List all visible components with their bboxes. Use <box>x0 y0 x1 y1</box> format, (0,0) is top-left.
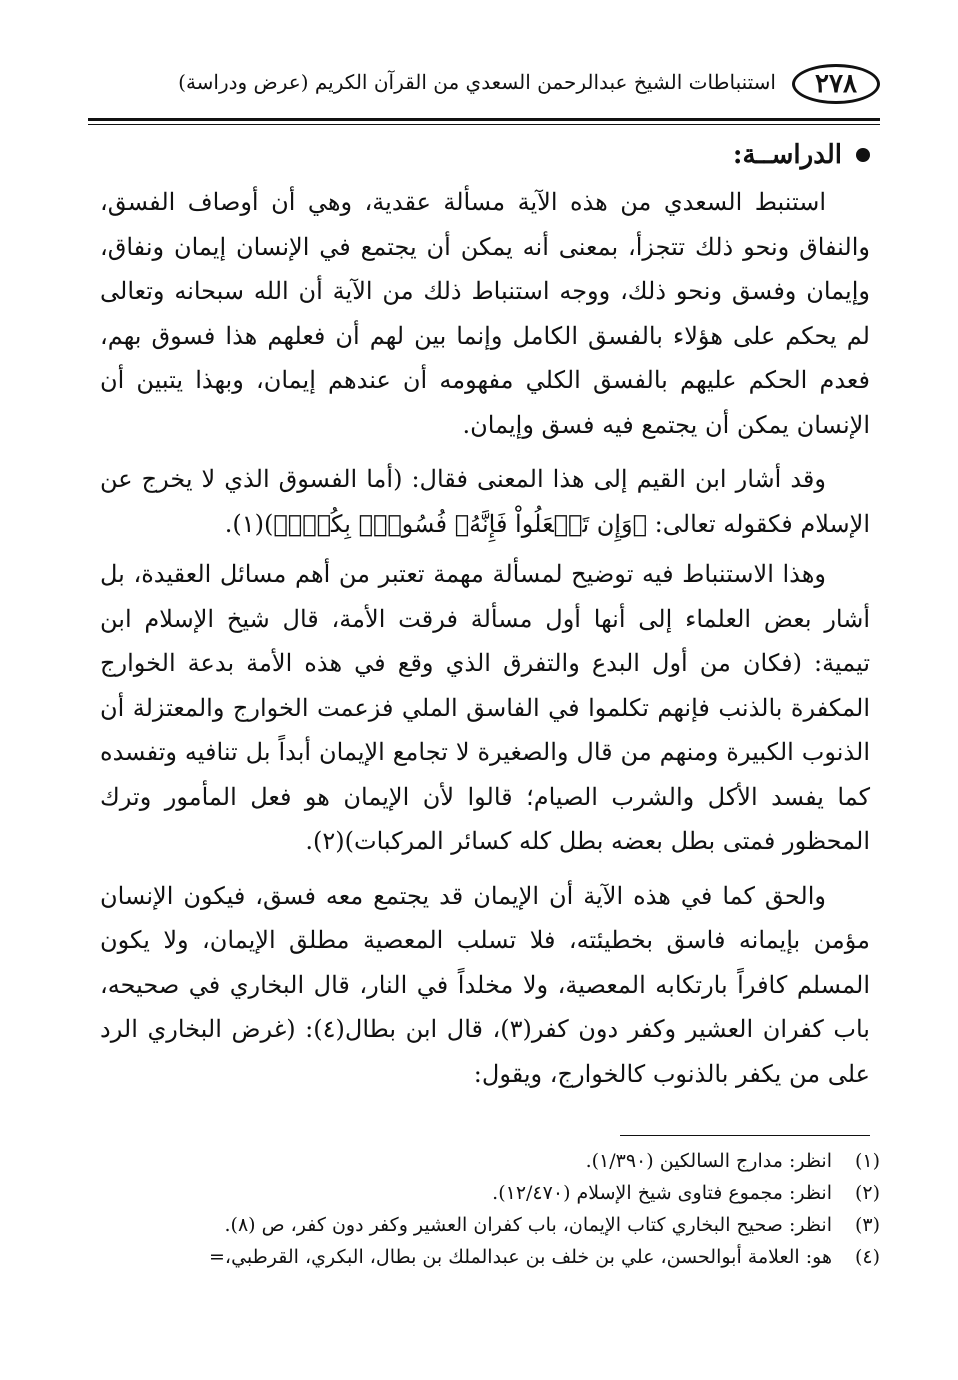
footnote-item <box>100 1145 880 1177</box>
footnote-item <box>100 1209 880 1241</box>
footnote-number: (١) <box>854 1150 880 1172</box>
footnotes <box>100 1145 880 1273</box>
header-rule-thin <box>88 124 880 125</box>
header-rule-thick <box>88 118 880 121</box>
footnote-number: (٢) <box>854 1182 880 1204</box>
paragraph-4: والحق كما في هذه الآية أن الإيمان قد يجتمع معه فسق، فيكون الإنسان مؤمن بإيمانه فاسق بخطيئته، فلا تسلب المعصية مطلق الإيمان، ولا يكون المسلم كافراً بارتكابه المعصية، ولا مخلداً في النار، قال البخاري في صحيحه، باب كفران العشير وكفر دون كفر(٣)، قال ابن بطال(٤): (غرض البخاري الرد على من يكفر بالذنوب كالخوارج، ويقول: <box>100 881 870 1088</box>
running-title: استنباطات الشيخ عبدالرحمن السعدي من القرآن الكريم (عرض ودراسة) <box>178 70 776 94</box>
section-heading <box>100 140 870 170</box>
paragraph-2: وقد أشار ابن القيم إلى هذا المعنى فقال: (أما الفسوق الذي لا يخرج عن الإسلام فكقوله تعالى: ﴿وَإِن تَفۡعَلُواْ فَإِنَّهُۥ فُسُوقُۢ بِكُمۡۗ﴾)(١). <box>100 465 870 538</box>
page-number: ٢٧٨ <box>815 69 857 99</box>
bullet-icon <box>856 148 870 162</box>
footnote-text: انظر: صحيح البخاري كتاب الإيمان، باب كفران العشير وكفر دون كفر، ص (٨). <box>224 1214 832 1236</box>
footnote-text: انظر: مجموع فتاوى شيخ الإسلام (١٢/٤٧٠). <box>492 1182 832 1204</box>
footnote-number: (٤) <box>854 1246 880 1268</box>
page-number-badge <box>792 64 880 104</box>
paragraph-1: استنبط السعدي من هذه الآية مسألة عقدية، وهي أن أوصاف الفسق، والنفاق ونحو ذلك تتجزأ، بمعنى أنه يمكن أن يجتمع في الإنسان إيمان ونفاق، وإيمان وفسق ونحو ذلك، ووجه استنباط ذلك من الآية أن الله سبحانه وتعالى لم يحكم على هؤلاء بالفسق الكامل وإنما بين لهم أن فعلهم هذا فسوق بهم، فعدم الحكم عليهم بالفسق الكلي مفهومه أن عندهم إيمان، وبهذا يتبين أن الإنسان يمكن أن يجتمع فيه فسق وإيمان. <box>100 188 870 439</box>
footnote-text: انظر: مدارج السالكين (١/٣٩٠). <box>585 1150 832 1172</box>
page-header <box>88 62 880 112</box>
footnote-text: هو: العلامة أبوالحسن، علي بن خلف بن عبدالملك بن بطال، البكري، القرطبي،= <box>209 1246 832 1268</box>
paragraph-3: وهذا الاستنباط فيه توضيح لمسألة مهمة تعتبر من أهم مسائل العقيدة، بل أشار بعض العلماء إلى أنها أول مسألة فرقت الأمة، قال شيخ الإسلام ابن تيمية: (فكان من أول البدع والتفرق الذي وقع في هذه الأمة بدعة الخوارج المكفرة بالذنب فإنهم تكلموا في الفاسق الملي فزعمت الخوارج والمعتزلة أن الذنوب الكبيرة ومنهم من قال والصغيرة لا تجامع الإيمان أبداً بل تنافيه وتفسده كما يفسد الأكل والشرب الصيام؛ قالوا لأن الإيمان هو فعل المأمور وترك المحظور فمتى بطل بعضه بطل كله كسائر المركبات)(٢). <box>100 560 870 855</box>
footnote-item <box>100 1177 880 1209</box>
section-title: الدراســة: <box>732 140 842 170</box>
main-content <box>100 140 870 1096</box>
footnote-number: (٣) <box>854 1214 880 1236</box>
footnote-item <box>100 1241 880 1273</box>
footnote-separator <box>620 1135 870 1136</box>
